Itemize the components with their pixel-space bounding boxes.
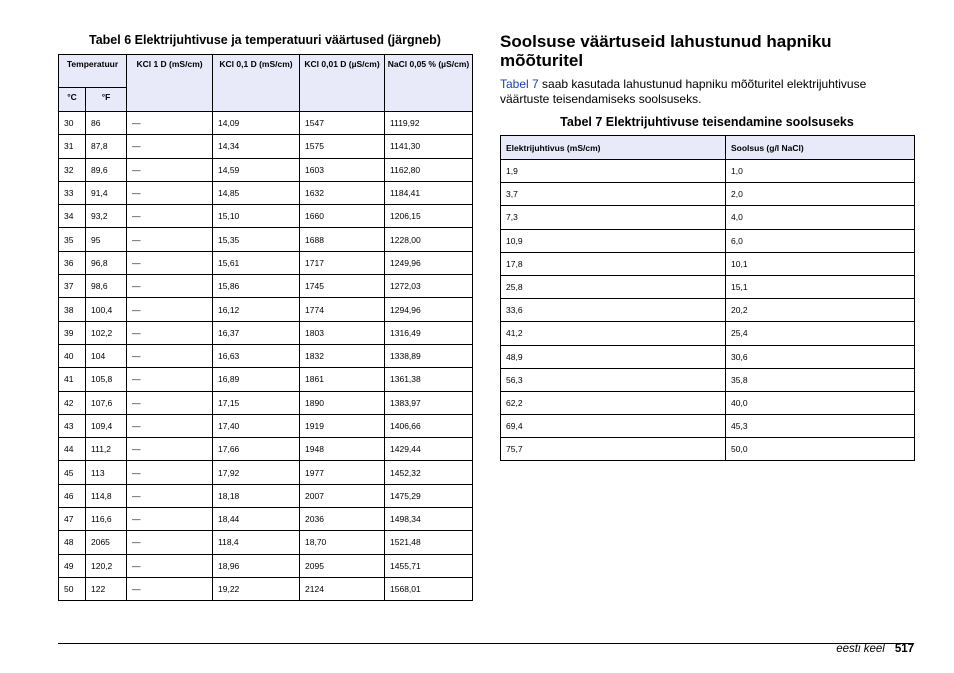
table-cell: 1861 (300, 368, 385, 391)
table-cell: 16,63 (213, 344, 300, 367)
table-cell: 1406,66 (385, 414, 473, 437)
table-cell: 18,96 (213, 554, 300, 577)
table-cell: 33,6 (501, 299, 726, 322)
table-cell: 45,3 (726, 415, 915, 438)
table-cell: 1498,34 (385, 508, 473, 531)
table-cell: 1632 (300, 181, 385, 204)
table-cell: 18,44 (213, 508, 300, 531)
table-cell: 35 (59, 228, 86, 251)
header-celsius: °C (59, 88, 86, 112)
table-cell: 1206,15 (385, 205, 473, 228)
page-number: 517 (894, 643, 914, 655)
table-cell: — (127, 554, 213, 577)
table-cell: 1977 (300, 461, 385, 484)
table-cell: 1119,92 (385, 112, 473, 135)
table-cell: 48,9 (501, 345, 726, 368)
table-cell: 10,9 (501, 229, 726, 252)
table-cell: 1294,96 (385, 298, 473, 321)
table-cell: 20,2 (726, 299, 915, 322)
table-row (59, 275, 473, 298)
table-cell: 35,8 (726, 368, 915, 391)
table-row (59, 577, 473, 600)
table-cell: 37 (59, 275, 86, 298)
header-conductivity: Elektrijuhtivus (mS/cm) (501, 136, 726, 160)
table-cell: — (127, 251, 213, 274)
table-cell: — (127, 205, 213, 228)
table-cell: 75,7 (501, 438, 726, 461)
table-cell: — (127, 228, 213, 251)
table-cell: 102,2 (86, 321, 127, 344)
table-cell: 18,18 (213, 484, 300, 507)
table-cell: 105,8 (86, 368, 127, 391)
table-cell: — (127, 461, 213, 484)
table-cell: 33 (59, 181, 86, 204)
table-cell: 1688 (300, 228, 385, 251)
table-cell: 1452,32 (385, 461, 473, 484)
table-row (59, 251, 473, 274)
table-row (59, 484, 473, 507)
table-cell: 39 (59, 321, 86, 344)
header-nacl-005: NaCl 0,05 % (µS/cm) (385, 55, 473, 112)
table-cell: 1745 (300, 275, 385, 298)
table-row (59, 531, 473, 554)
table-cell: 17,66 (213, 438, 300, 461)
table-cell: 16,89 (213, 368, 300, 391)
table7-body (501, 160, 915, 461)
table-cell: 2036 (300, 508, 385, 531)
table-row (501, 183, 915, 206)
table-cell: 44 (59, 438, 86, 461)
table-cell: 43 (59, 414, 86, 437)
table-cell: 113 (86, 461, 127, 484)
table-cell: 1184,41 (385, 181, 473, 204)
table-cell: 47 (59, 508, 86, 531)
table-cell: 41 (59, 368, 86, 391)
table-cell: 1,0 (726, 160, 915, 183)
table-cell: — (127, 577, 213, 600)
table-cell: 2,0 (726, 183, 915, 206)
table-cell: 30 (59, 112, 86, 135)
table-row (501, 229, 915, 252)
table-cell: 96,8 (86, 251, 127, 274)
table-cell: 41,2 (501, 322, 726, 345)
table-row (501, 160, 915, 183)
table-cell: — (127, 438, 213, 461)
table-cell: 116,6 (86, 508, 127, 531)
table-cell: 89,6 (86, 158, 127, 181)
table-row (501, 368, 915, 391)
table-cell: 1228,00 (385, 228, 473, 251)
table-row (59, 228, 473, 251)
table-cell: 10,1 (726, 252, 915, 275)
table-cell: 1272,03 (385, 275, 473, 298)
table-cell: 17,8 (501, 252, 726, 275)
table-cell: — (127, 531, 213, 554)
table-cell: 16,37 (213, 321, 300, 344)
table-row (59, 554, 473, 577)
table6-caption: Tabel 6 Elektrijuhtivuse ja temperatuuri väärtused (järgneb) (89, 33, 441, 47)
table-cell: 93,2 (86, 205, 127, 228)
table-cell: 1455,71 (385, 554, 473, 577)
table-cell: 36 (59, 251, 86, 274)
table-cell: 1,9 (501, 160, 726, 183)
table-cell: 17,92 (213, 461, 300, 484)
table-cell: — (127, 135, 213, 158)
table-row (59, 158, 473, 181)
table-row (501, 252, 915, 275)
table-cell: — (127, 321, 213, 344)
table-row (59, 414, 473, 437)
table-cell: 1521,48 (385, 531, 473, 554)
table-cell: 32 (59, 158, 86, 181)
table-cell: 30,6 (726, 345, 915, 368)
table-row (501, 415, 915, 438)
table-cell: — (127, 181, 213, 204)
table-cell: 48 (59, 531, 86, 554)
table-cell: — (127, 391, 213, 414)
table-cell: 14,34 (213, 135, 300, 158)
table-row (501, 345, 915, 368)
table-cell: 15,35 (213, 228, 300, 251)
table-row (59, 368, 473, 391)
table-cell: 17,15 (213, 391, 300, 414)
table-cell: 1803 (300, 321, 385, 344)
table-cell: 14,59 (213, 158, 300, 181)
table-cell: 1575 (300, 135, 385, 158)
conductivity-temperature-table (58, 54, 473, 601)
table-cell: 1547 (300, 112, 385, 135)
conductivity-salinity-table (500, 135, 915, 461)
table-cell: 49 (59, 554, 86, 577)
table-cell: 107,6 (86, 391, 127, 414)
header-kcl-001d: KCl 0,01 D (µS/cm) (300, 55, 385, 112)
table-row (59, 391, 473, 414)
table-cell: 114,8 (86, 484, 127, 507)
table-cell: 45 (59, 461, 86, 484)
table-row (59, 438, 473, 461)
table-cell: 2065 (86, 531, 127, 554)
table-cell: 6,0 (726, 229, 915, 252)
table-cell: — (127, 298, 213, 321)
table-cell: 25,4 (726, 322, 915, 345)
table-cell: 104 (86, 344, 127, 367)
table-row (59, 112, 473, 135)
table-row (59, 461, 473, 484)
table-cell: 15,1 (726, 275, 915, 298)
table-cell: 1919 (300, 414, 385, 437)
table-row (501, 275, 915, 298)
table-cell: 40 (59, 344, 86, 367)
table-cell: 1429,44 (385, 438, 473, 461)
table-cell: — (127, 508, 213, 531)
header-temperature: Temperatuur (59, 55, 127, 88)
table-cell: 46 (59, 484, 86, 507)
table-row (59, 508, 473, 531)
table-cell: 14,85 (213, 181, 300, 204)
table-cell: 1383,97 (385, 391, 473, 414)
table-cell: 18,70 (300, 531, 385, 554)
table-cell: 2095 (300, 554, 385, 577)
footer-language: eesti keel (836, 643, 885, 655)
table-row (501, 391, 915, 414)
table-cell: — (127, 414, 213, 437)
table-cell: 15,10 (213, 205, 300, 228)
table-cell: 1475,29 (385, 484, 473, 507)
table-row (59, 205, 473, 228)
table-row (501, 438, 915, 461)
section-intro (500, 77, 914, 107)
table7-caption: Tabel 7 Elektrijuhtivuse teisendamine soolsuseks (560, 115, 854, 129)
table-cell: 1890 (300, 391, 385, 414)
page-footer (836, 643, 914, 655)
intro-text: saab kasutada lahustunud hapniku mõõturitel elektrijuhtivuse väärtuste teisendamiseks soolsuseks. (500, 77, 867, 106)
table-cell: 122 (86, 577, 127, 600)
table-cell: — (127, 275, 213, 298)
table-cell: 86 (86, 112, 127, 135)
header-fahrenheit: °F (86, 88, 127, 112)
table-cell: 1948 (300, 438, 385, 461)
table-row (59, 298, 473, 321)
header-salinity: Soolsus (g/l NaCl) (726, 136, 915, 160)
table-row (59, 181, 473, 204)
table-cell: 38 (59, 298, 86, 321)
table-cell: 3,7 (501, 183, 726, 206)
table-cell: 1774 (300, 298, 385, 321)
table-cell: 34 (59, 205, 86, 228)
table-row (501, 322, 915, 345)
table-cell: 120,2 (86, 554, 127, 577)
table-cell: 1316,49 (385, 321, 473, 344)
header-kcl-01d: KCl 0,1 D (mS/cm) (213, 55, 300, 112)
table-cell: 1603 (300, 158, 385, 181)
table7-link[interactable]: Tabel 7 (500, 77, 539, 91)
section-title: Soolsuse väärtuseid lahustunud hapniku mõõturitel (500, 32, 832, 70)
table-cell: 15,61 (213, 251, 300, 274)
table-cell: 14,09 (213, 112, 300, 135)
table-cell: 62,2 (501, 391, 726, 414)
table6-body (59, 112, 473, 601)
table-cell: 111,2 (86, 438, 127, 461)
table-cell: 2007 (300, 484, 385, 507)
table-cell: — (127, 344, 213, 367)
table-cell: 118,4 (213, 531, 300, 554)
table-cell: 100,4 (86, 298, 127, 321)
table-row (501, 299, 915, 322)
table-cell: 31 (59, 135, 86, 158)
table-cell: 40,0 (726, 391, 915, 414)
table-cell: 87,8 (86, 135, 127, 158)
table-cell: 2124 (300, 577, 385, 600)
table-cell: — (127, 484, 213, 507)
table-cell: 15,86 (213, 275, 300, 298)
table-cell: — (127, 112, 213, 135)
table-cell: 1361,38 (385, 368, 473, 391)
table-cell: 1162,80 (385, 158, 473, 181)
table-cell: 25,8 (501, 275, 726, 298)
table-cell: — (127, 158, 213, 181)
table-row (59, 344, 473, 367)
table-cell: 1832 (300, 344, 385, 367)
table-cell: 7,3 (501, 206, 726, 229)
table-cell: 91,4 (86, 181, 127, 204)
table-cell: 42 (59, 391, 86, 414)
table-cell: 19,22 (213, 577, 300, 600)
footer-rule (58, 643, 914, 644)
table-cell: 17,40 (213, 414, 300, 437)
table-cell: 1660 (300, 205, 385, 228)
table-cell: 50,0 (726, 438, 915, 461)
table-cell: 16,12 (213, 298, 300, 321)
table-cell: 95 (86, 228, 127, 251)
table-cell: 56,3 (501, 368, 726, 391)
table-cell: — (127, 368, 213, 391)
table-cell: 1249,96 (385, 251, 473, 274)
table-row (59, 135, 473, 158)
table-cell: 109,4 (86, 414, 127, 437)
table-cell: 4,0 (726, 206, 915, 229)
table-cell: 69,4 (501, 415, 726, 438)
table-cell: 1717 (300, 251, 385, 274)
table-cell: 1141,30 (385, 135, 473, 158)
table-row (501, 206, 915, 229)
table-cell: 1568,01 (385, 577, 473, 600)
header-kcl-1d: KCl 1 D (mS/cm) (127, 55, 213, 112)
table-cell: 1338,89 (385, 344, 473, 367)
table-row (59, 321, 473, 344)
table-cell: 50 (59, 577, 86, 600)
table-cell: 98,6 (86, 275, 127, 298)
